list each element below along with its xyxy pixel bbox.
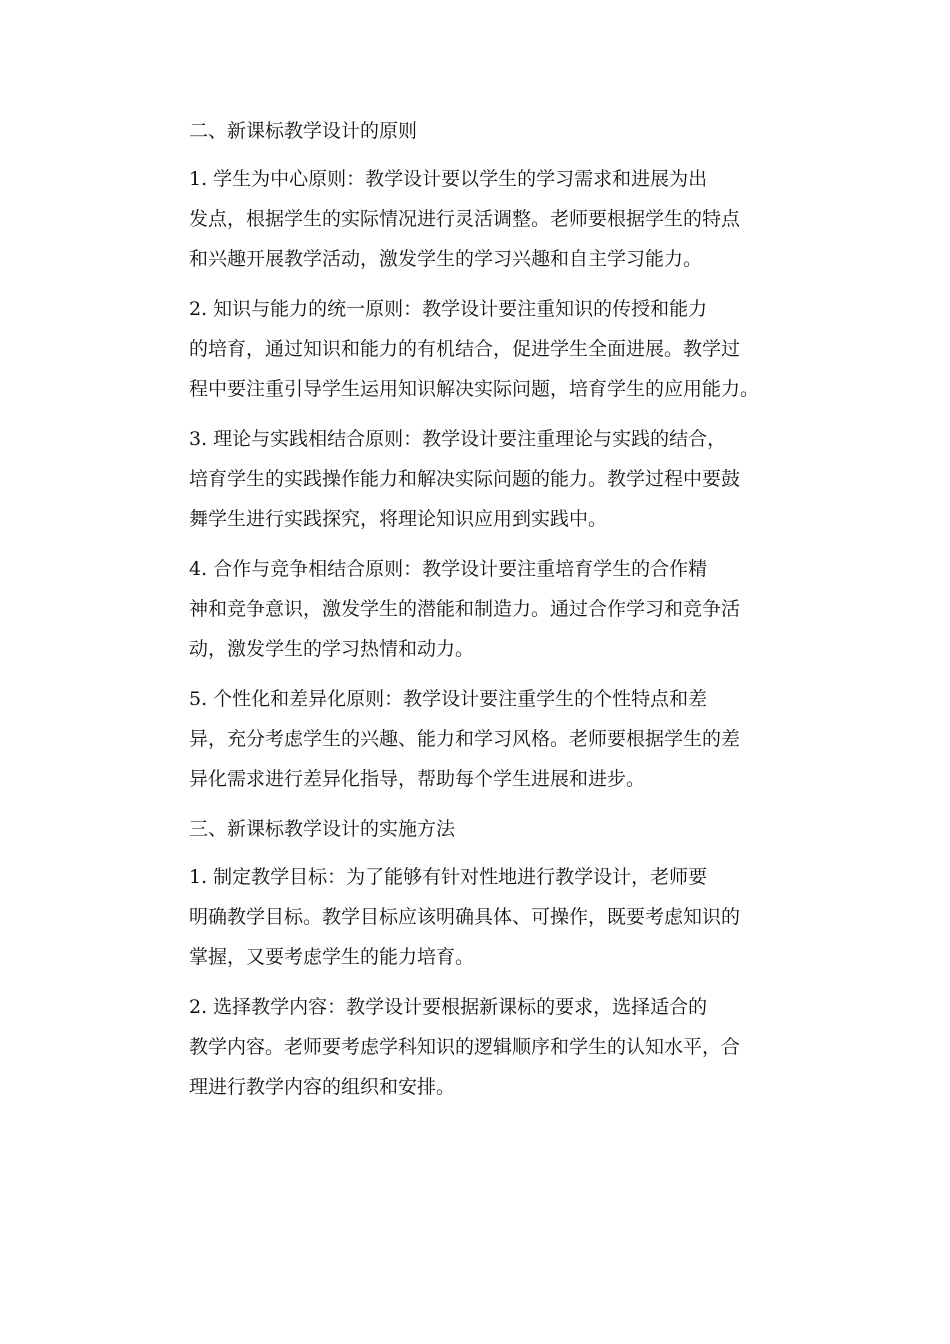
- text-line: 5. 个性化和差异化原则：教学设计要注重学生的个性特点和差: [189, 688, 708, 710]
- text-line: 2. 选择教学内容：教学设计要根据新课标的要求，选择适合的: [189, 996, 708, 1018]
- document-body: [143, 111, 813, 1117]
- section-heading-methods: [143, 809, 813, 849]
- text-line: 动，激发学生的学习热情和动力。: [189, 638, 475, 660]
- principle-4-paragraph: [143, 549, 813, 669]
- text-line: 舞学生进行实践探究，将理论知识应用到实践中。: [189, 508, 608, 530]
- text-line: 和兴趣开展教学活动，激发学生的学习兴趣和自主学习能力。: [189, 248, 703, 270]
- text-line: 培育学生的实践操作能力和解决实际问题的能力。教学过程中要鼓: [189, 468, 741, 490]
- text-line: 2. 知识与能力的统一原则：教学设计要注重知识的传授和能力: [189, 298, 708, 320]
- text-line: 3. 理论与实践相结合原则：教学设计要注重理论与实践的结合，: [189, 428, 727, 450]
- text-line: 异化需求进行差异化指导，帮助每个学生进展和进步。: [189, 768, 646, 790]
- text-line: 4. 合作与竞争相结合原则：教学设计要注重培育学生的合作精: [189, 558, 708, 580]
- text-line: 教学内容。老师要考虑学科知识的逻辑顺序和学生的认知水平，合: [189, 1036, 741, 1058]
- section-title-principles: 二、新课标教学设计的原则: [189, 120, 418, 142]
- method-2-paragraph: [143, 987, 813, 1107]
- text-line: 1. 学生为中心原则：教学设计要以学生的学习需求和进展为出: [189, 168, 708, 190]
- principle-5-paragraph: [143, 679, 813, 799]
- text-line: 明确教学目标。教学目标应该明确具体、可操作，既要考虑知识的: [189, 906, 741, 928]
- text-line: 发点，根据学生的实际情况进行灵活调整。老师要根据学生的特点: [189, 208, 741, 230]
- text-line: 神和竞争意识，激发学生的潜能和制造力。通过合作学习和竞争活: [189, 598, 741, 620]
- principle-1-paragraph: [143, 159, 813, 279]
- text-line: 1. 制定教学目标：为了能够有针对性地进行教学设计，老师要: [189, 866, 708, 888]
- text-line: 异，充分考虑学生的兴趣、能力和学习风格。老师要根据学生的差: [189, 728, 741, 750]
- section-heading-principles: [143, 111, 813, 151]
- text-line: 掌握，又要考虑学生的能力培育。: [189, 946, 475, 968]
- text-line: 的培育，通过知识和能力的有机结合，促进学生全面进展。教学过: [189, 338, 741, 360]
- method-1-paragraph: [143, 857, 813, 977]
- section-title-methods: 三、新课标教学设计的实施方法: [189, 818, 456, 840]
- principle-2-paragraph: [143, 289, 813, 409]
- principle-3-paragraph: [143, 419, 813, 539]
- text-line: 理进行教学内容的组织和安排。: [189, 1076, 456, 1098]
- text-line: 程中要注重引导学生运用知识解决实际问题，培育学生的应用能力。: [189, 378, 760, 400]
